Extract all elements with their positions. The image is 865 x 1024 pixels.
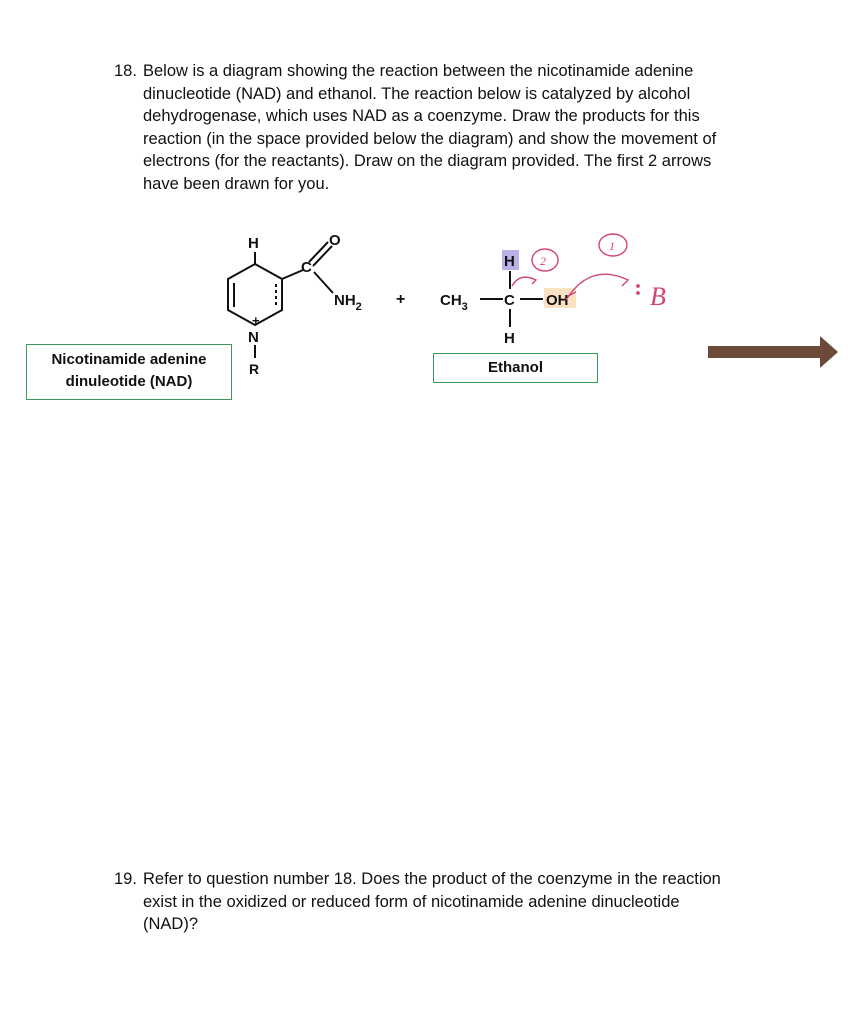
nad-r-group: R [249, 361, 260, 377]
ethanol-label: Ethanol [433, 353, 598, 383]
nad-c-atom: C [301, 259, 312, 276]
question-18-line: electrons (for the reactants). Draw on the diagram provided. The first 2 arrows [143, 152, 712, 170]
question-19-line: exist in the oxidized or reduced form of nicotinamide adenine dinucleotide [143, 892, 680, 911]
annotation-1-text: 1 [609, 239, 615, 253]
question-18-line: have been drawn for you. [143, 174, 330, 193]
nad-n-atom: N [248, 329, 259, 346]
base-annotation: B [650, 282, 666, 311]
question-19-line: Refer to question number 18. Does the product of the coenzyme in the reaction [143, 870, 721, 888]
reaction-arrow [708, 336, 838, 368]
nad-h-atom: H [248, 235, 259, 252]
ch3-main: CH [440, 292, 462, 309]
nad-label-line: Nicotinamide adenine [51, 351, 207, 368]
nicotinamide-ring [228, 242, 333, 358]
nad-o-atom: O [329, 232, 341, 249]
annotation-2-text: 2 [540, 254, 546, 268]
lone-pair-dot [637, 292, 639, 294]
nad-label-line: dinuleotide (NAD) [65, 373, 193, 390]
question-19-line: (NAD)? [143, 915, 199, 933]
reaction-diagram [0, 0, 865, 420]
question-18-line: dinucleotide (NAD) and ethanol. The reaction below is catalyzed by alcohol [143, 84, 691, 103]
curved-arrow-2 [512, 277, 536, 286]
question-19-number: 19. [114, 870, 137, 888]
question-18-number: 18. [114, 62, 137, 80]
ethanol-h-bottom: H [504, 330, 515, 347]
nad-nh2-group [334, 292, 362, 313]
ethanol-c-atom: C [504, 292, 515, 309]
reaction-arrow-shaft [708, 346, 820, 358]
plus-sign: + [396, 291, 406, 308]
question-18-line: dehydrogenase, which uses NAD as a coenzyme. Draw the products for this [143, 107, 700, 125]
nh2-subscript: 2 [355, 301, 362, 313]
nad-charge: + [252, 313, 260, 328]
question-18-line: Below is a diagram showing the reaction between the nicotinamide adenine [143, 62, 694, 80]
nh2-main: NH [334, 292, 356, 309]
reaction-arrow-head [820, 336, 838, 368]
question-18-line: reaction (in the space provided below the diagram) and show the movement of [143, 129, 717, 148]
ethanol-ch3-group [440, 292, 468, 313]
ethanol-h-top: H [504, 253, 515, 270]
ethanol-oh-group: OH [546, 292, 569, 309]
lone-pair-dot [637, 285, 639, 287]
ch3-subscript: 3 [461, 301, 468, 313]
question-19-text [143, 868, 721, 936]
